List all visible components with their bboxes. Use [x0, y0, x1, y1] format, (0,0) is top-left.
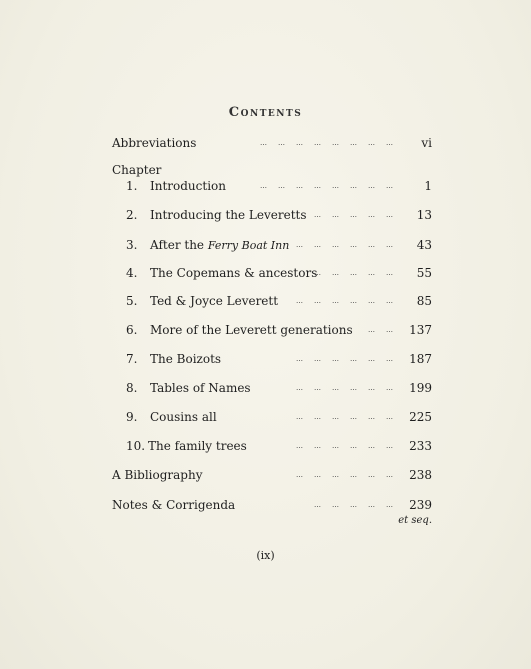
page-folio: (ix)	[256, 549, 275, 562]
toc-entry-page: 225	[409, 410, 432, 424]
chapter-number: 6.	[126, 323, 138, 337]
toc-entry-page: 43	[416, 238, 432, 252]
dot-leaders: ………………	[296, 471, 404, 479]
toc-entry-label: Notes & Corrigenda	[112, 498, 236, 512]
toc-entry-label: Introducing the Leveretts	[150, 208, 307, 222]
toc-entry-page: 239	[409, 498, 432, 512]
dot-leaders: ……	[368, 326, 404, 334]
toc-entry-label: Ted & Joyce Leverett	[150, 294, 279, 308]
dot-leaders: ……………	[314, 269, 404, 277]
toc-entry-page: vi	[421, 136, 432, 150]
chapter-number: 10.	[126, 439, 146, 453]
toc-entry-bibliography[interactable]	[112, 466, 432, 484]
toc-entry-chapter-7[interactable]	[112, 350, 432, 368]
et-seq-note: et seq.	[398, 515, 432, 526]
toc-entry-page: 187	[409, 352, 432, 366]
toc-entry-page: 55	[416, 266, 432, 280]
toc-entry-chapter-5[interactable]	[112, 292, 432, 310]
dot-leaders: ……………	[314, 501, 404, 509]
dot-leaders: ……………………	[260, 139, 404, 147]
toc-entry-label-italic: Ferry Boat Inn	[207, 239, 290, 252]
dot-leaders: ……………	[314, 211, 404, 219]
toc-entry-page: 1	[424, 179, 432, 193]
chapter-number: 5.	[126, 294, 138, 308]
toc-entry-page: 238	[409, 468, 432, 482]
toc-entry-page: 199	[409, 381, 432, 395]
chapter-number: 3.	[126, 238, 138, 252]
dot-leaders: ………………	[296, 413, 404, 421]
chapter-number: 9.	[126, 410, 138, 424]
chapter-number: 7.	[126, 352, 138, 366]
contents-heading: Contents	[228, 105, 303, 120]
toc-entry-label: Introduction	[150, 179, 226, 193]
toc-entry-chapter-2[interactable]	[112, 206, 432, 224]
toc-entry-label: Abbreviations	[112, 136, 197, 150]
chapter-number: 4.	[126, 266, 138, 280]
toc-entry-label-plain: After the	[150, 238, 208, 252]
chapter-number: 8.	[126, 381, 138, 395]
toc-entry-label: The Copemans & ancestors	[150, 266, 318, 280]
toc-entry-chapter-6[interactable]	[112, 321, 432, 339]
toc-entry-label: The family trees	[148, 439, 247, 453]
toc-entry-chapter-3[interactable]	[112, 236, 432, 254]
toc-entry-abbreviations[interactable]	[112, 134, 432, 152]
toc-entry-chapter-8[interactable]	[112, 379, 432, 397]
dot-leaders: ………………	[296, 384, 404, 392]
dot-leaders: ………………	[296, 442, 404, 450]
toc-entry-page: 85	[416, 294, 432, 308]
toc-entry-notes[interactable]	[112, 496, 432, 514]
dot-leaders: ……………………	[260, 182, 404, 190]
toc-entry-chapter-4[interactable]	[112, 264, 432, 282]
toc-entry-page: 13	[416, 208, 432, 222]
toc-entry-chapter-10[interactable]	[112, 437, 432, 455]
dot-leaders: ………………	[296, 355, 404, 363]
toc-entry-label: More of the Leverett generations	[150, 323, 353, 337]
toc-entry-page: 233	[409, 439, 432, 453]
dot-leaders: ………………	[296, 241, 404, 249]
toc-entry-label: A Bibliography	[112, 468, 203, 482]
toc-entry-label: Cousins all	[150, 410, 217, 424]
toc-entry-label: The Boizots	[150, 352, 222, 366]
toc-entry-chapter-1[interactable]	[112, 177, 432, 195]
chapter-number: 2.	[126, 208, 138, 222]
dot-leaders: ………………	[296, 297, 404, 305]
toc-entry-chapter-9[interactable]	[112, 408, 432, 426]
toc-entry-label	[150, 236, 289, 255]
chapter-heading: Chapter	[112, 163, 162, 177]
chapter-number: 1.	[126, 179, 138, 193]
toc-entry-page: 137	[409, 323, 432, 337]
toc-entry-label: Tables of Names	[150, 381, 251, 395]
